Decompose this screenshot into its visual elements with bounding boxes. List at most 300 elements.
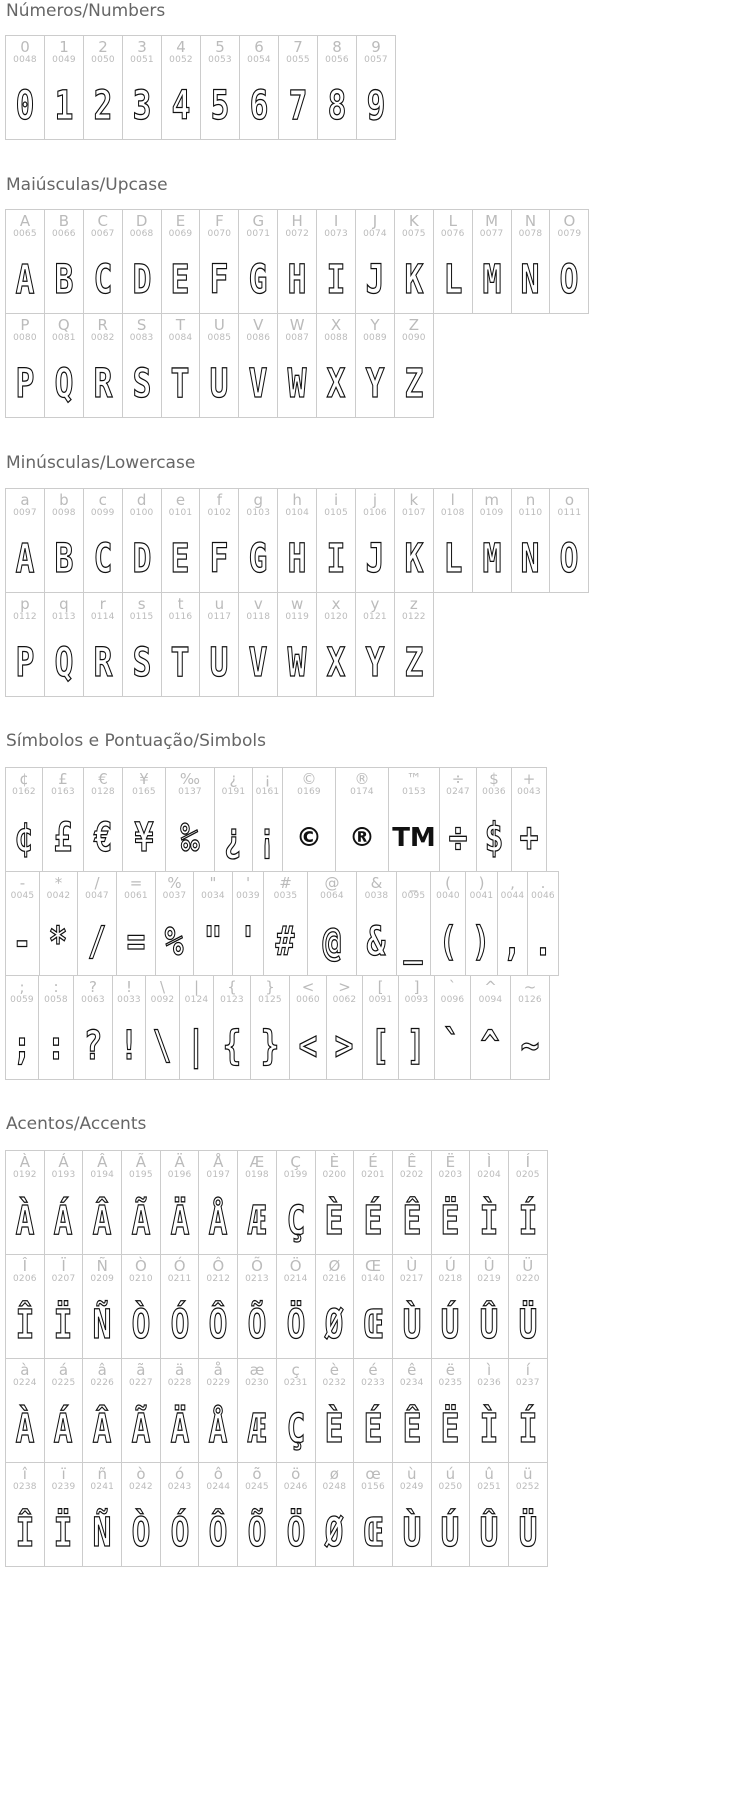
character-code: 0163 — [51, 787, 75, 797]
glyph-cell — [122, 592, 162, 697]
glyph-sample: S — [132, 640, 152, 686]
glyph-preview — [509, 1199, 547, 1243]
glyph-sample: > — [335, 1023, 354, 1069]
glyph-sample: E — [171, 536, 190, 582]
character-label: 7 — [293, 38, 303, 56]
character-code: 0080 — [13, 333, 37, 343]
character-code: 0053 — [208, 55, 232, 65]
character-code: 0114 — [90, 612, 115, 622]
glyph-sample: Á — [54, 1406, 73, 1452]
glyph-cell — [83, 209, 123, 314]
glyph-preview — [6, 1407, 44, 1451]
glyph-sample: [ — [371, 1023, 390, 1069]
character-label: Å — [213, 1153, 224, 1171]
character-code: 0113 — [51, 612, 76, 622]
character-code: 0034 — [201, 891, 225, 901]
glyph-cell — [122, 488, 162, 593]
glyph-cell — [549, 488, 589, 593]
glyph-sample: : — [46, 1023, 66, 1069]
glyph-sample: | — [187, 1023, 206, 1069]
glyph-cell — [161, 209, 201, 314]
character-code: 0197 — [206, 1170, 231, 1180]
character-code: 0193 — [51, 1170, 76, 1180]
glyph-sample: E — [171, 257, 190, 303]
glyph-preview — [279, 84, 317, 128]
glyph-sample: ¡ — [258, 815, 277, 861]
glyph-preview — [199, 1303, 237, 1347]
character-label: n — [525, 491, 536, 509]
glyph-preview — [180, 1024, 213, 1068]
glyph-sample: & — [367, 919, 386, 965]
character-label: T — [175, 316, 186, 334]
glyph-sample: Û — [479, 1510, 499, 1556]
character-code: 0238 — [12, 1482, 37, 1492]
glyph-cell — [527, 871, 559, 976]
character-code: 0200 — [322, 1170, 347, 1180]
glyph-cell — [263, 871, 308, 976]
character-code: 0086 — [246, 333, 271, 343]
character-code: 0128 — [91, 787, 115, 797]
glyph-preview — [277, 1407, 315, 1451]
glyph-cell — [252, 767, 283, 872]
character-label: 4 — [176, 38, 186, 56]
glyph-sample: * — [49, 919, 68, 965]
glyph-preview — [40, 920, 77, 964]
glyph-sample: É — [363, 1406, 383, 1452]
character-label: G — [252, 212, 265, 230]
glyph-cell — [82, 1462, 122, 1567]
glyph-sample: Ü — [518, 1510, 538, 1556]
glyph-sample: / — [87, 919, 107, 965]
character-label: v — [253, 595, 263, 613]
glyph-preview — [277, 1511, 315, 1555]
glyph-sample: ] — [407, 1023, 426, 1069]
character-code: 0039 — [236, 891, 260, 901]
character-code: 0153 — [402, 787, 426, 797]
character-code: 0107 — [401, 508, 426, 518]
glyph-sample: L — [443, 257, 463, 303]
glyph-cell — [398, 975, 435, 1080]
glyph-sample: Œ — [363, 1302, 383, 1348]
glyph-preview — [278, 362, 316, 406]
glyph-preview — [200, 537, 238, 581]
glyph-sample: 3 — [132, 83, 152, 129]
glyph-preview — [363, 1024, 398, 1068]
glyph-cell — [250, 975, 290, 1080]
glyph-preview — [356, 537, 394, 581]
glyph-preview — [509, 1407, 547, 1451]
glyph-sample: Á — [54, 1198, 73, 1244]
glyph-cell — [199, 488, 239, 593]
character-label: Â — [97, 1153, 108, 1171]
character-code: 0098 — [51, 508, 76, 518]
glyph-sample: ; — [12, 1023, 32, 1069]
glyph-sample: Ï — [54, 1510, 73, 1556]
glyph-sample: - — [13, 919, 32, 965]
character-label: ! — [125, 978, 132, 996]
glyph-preview — [78, 920, 116, 964]
glyph-sample: U — [209, 640, 229, 686]
glyph-preview — [470, 1303, 508, 1347]
glyph-cell — [511, 488, 551, 593]
glyph-cell — [431, 1254, 471, 1359]
glyph-cell — [73, 975, 113, 1080]
character-label: Ï — [61, 1257, 66, 1275]
glyph-sample: + — [519, 815, 539, 861]
glyph-sample: Ä — [170, 1198, 189, 1244]
character-label: ` — [448, 978, 457, 996]
glyph-cell — [289, 975, 327, 1080]
character-label: Î — [22, 1257, 28, 1275]
glyph-sample: 5 — [210, 83, 230, 129]
character-label: 0 — [20, 38, 30, 56]
character-label: } — [265, 978, 275, 996]
character-code: 0064 — [320, 891, 344, 901]
glyph-cell — [5, 1462, 45, 1567]
glyph-preview — [473, 258, 511, 302]
glyph-sample: € — [93, 815, 113, 861]
character-code: 0228 — [167, 1378, 192, 1388]
character-label: H — [291, 212, 303, 230]
glyph-cell — [430, 871, 466, 976]
glyph-sample: \ — [153, 1023, 172, 1069]
character-label: ™ — [406, 770, 422, 788]
glyph-cell — [198, 1150, 238, 1255]
character-code: 0196 — [167, 1170, 192, 1180]
glyph-cell — [165, 767, 215, 872]
glyph-cell — [316, 209, 356, 314]
glyph-preview — [45, 537, 83, 581]
glyph-cell — [511, 209, 551, 314]
glyph-cell — [511, 767, 547, 872]
glyph-preview — [432, 1511, 470, 1555]
character-code: 0169 — [297, 787, 321, 797]
glyph-preview — [393, 1303, 431, 1347]
character-code: 0077 — [479, 229, 504, 239]
glyph-sample: K — [404, 257, 424, 303]
character-label: c — [98, 491, 107, 509]
character-label: y — [370, 595, 380, 613]
glyph-preview — [239, 537, 277, 581]
glyph-preview — [199, 1199, 237, 1243]
character-label: [ — [377, 978, 384, 996]
glyph-cell — [5, 35, 45, 140]
glyph-sample: Ü — [518, 1302, 538, 1348]
character-label: Í — [525, 1153, 530, 1171]
character-code: 0066 — [51, 229, 76, 239]
section-title: Maiúsculas/Upcase — [6, 175, 168, 195]
character-code: 0199 — [283, 1170, 308, 1180]
glyph-sample: Ö — [286, 1510, 306, 1556]
character-code: 0062 — [332, 995, 357, 1005]
glyph-preview — [45, 1511, 83, 1555]
character-label: i — [333, 491, 339, 509]
glyph-sample: Ï — [54, 1302, 73, 1348]
glyph-sample: F — [209, 257, 229, 303]
glyph-preview — [74, 1024, 112, 1068]
character-code: 0042 — [46, 891, 71, 901]
glyph-cell — [316, 313, 356, 418]
glyph-cell — [112, 975, 146, 1080]
glyph-preview — [283, 816, 335, 860]
glyph-sample: 1 — [54, 83, 74, 129]
glyph-preview — [512, 258, 550, 302]
glyph-sample: H — [287, 536, 307, 582]
glyph-sample: Z — [404, 640, 424, 686]
glyph-cell — [315, 1358, 355, 1463]
character-code: 0162 — [12, 787, 36, 797]
glyph-row — [5, 36, 396, 140]
glyph-preview — [393, 1511, 431, 1555]
glyph-sample: Õ — [247, 1302, 267, 1348]
glyph-preview — [399, 1024, 434, 1068]
character-code: 0213 — [245, 1274, 269, 1284]
character-label: ç — [291, 1361, 300, 1379]
character-code: 0211 — [167, 1274, 192, 1284]
character-label: 5 — [215, 38, 225, 56]
glyph-cell — [396, 871, 431, 976]
glyph-cell — [161, 313, 201, 418]
glyph-sample: ( — [438, 919, 458, 965]
glyph-cell — [237, 1462, 277, 1567]
glyph-cell — [116, 871, 156, 976]
character-label: Ê — [406, 1153, 417, 1171]
character-label: L — [448, 212, 457, 230]
glyph-preview — [238, 1199, 276, 1243]
character-code: 0230 — [245, 1378, 269, 1388]
character-code: 0044 — [500, 891, 525, 901]
glyph-cell — [160, 1358, 200, 1463]
glyph-preview — [317, 258, 355, 302]
character-label: s — [137, 595, 146, 613]
glyph-cell — [232, 871, 264, 976]
character-code: 0212 — [206, 1274, 231, 1284]
glyph-preview — [194, 920, 232, 964]
glyph-preview — [39, 1024, 73, 1068]
character-code: 0089 — [363, 333, 387, 343]
glyph-cell — [155, 871, 194, 976]
character-label: Ä — [174, 1153, 185, 1171]
glyph-sample: @ — [322, 919, 342, 965]
character-label: e — [175, 491, 186, 509]
character-label: 6 — [254, 38, 264, 56]
glyph-preview — [123, 258, 161, 302]
section-title: Minúsculas/Lowercase — [6, 453, 196, 473]
glyph-preview — [122, 1199, 160, 1243]
character-code: 0242 — [129, 1482, 153, 1492]
character-code: 0245 — [245, 1482, 269, 1492]
glyph-sample: Å — [208, 1198, 228, 1244]
glyph-cell — [160, 1462, 200, 1567]
glyph-preview — [161, 1303, 199, 1347]
glyph-sample: } — [260, 1023, 280, 1069]
character-label: @ — [324, 874, 340, 892]
character-code: 0123 — [220, 995, 244, 1005]
character-code: 0045 — [10, 891, 35, 901]
glyph-sample: W — [287, 640, 307, 686]
glyph-cell — [307, 871, 357, 976]
glyph-preview — [166, 816, 214, 860]
glyph-sample: 8 — [327, 83, 347, 129]
character-code: 0140 — [361, 1274, 385, 1284]
glyph-cell — [469, 1150, 509, 1255]
glyph-preview — [162, 258, 200, 302]
character-label: à — [20, 1361, 30, 1379]
character-code: 0249 — [399, 1482, 424, 1492]
glyph-cell — [160, 1254, 200, 1359]
character-code: 0088 — [324, 333, 348, 343]
glyph-sample: T — [171, 640, 190, 686]
glyph-sample: TM — [392, 823, 436, 853]
glyph-cell — [200, 35, 240, 140]
glyph-cell — [277, 592, 317, 697]
character-label: P — [20, 316, 30, 334]
character-code: 0075 — [401, 229, 426, 239]
glyph-cell — [549, 209, 589, 314]
character-code: 0059 — [10, 995, 34, 1005]
character-code: 0204 — [477, 1170, 501, 1180]
character-label: ù — [406, 1465, 417, 1483]
glyph-preview — [317, 362, 355, 406]
character-label: ú — [445, 1465, 456, 1483]
character-label: w — [291, 595, 304, 613]
glyph-preview — [162, 641, 200, 685]
character-code: 0105 — [324, 508, 348, 518]
character-label: W — [289, 316, 305, 334]
glyph-preview — [498, 920, 527, 964]
glyph-sample: ^ — [481, 1023, 500, 1069]
glyph-cell — [508, 1358, 548, 1463]
character-label: S — [136, 316, 147, 334]
glyph-preview — [316, 1511, 354, 1555]
section-title: Símbolos e Pontuação/Simbols — [6, 731, 266, 751]
glyph-preview — [238, 1511, 276, 1555]
glyph-cell — [431, 1358, 471, 1463]
glyph-cell — [5, 313, 45, 418]
glyph-preview — [432, 1303, 470, 1347]
glyph-sample: _ — [404, 919, 423, 965]
character-code: 0246 — [283, 1482, 308, 1492]
glyph-sample: 9 — [366, 83, 386, 129]
character-code: 0210 — [129, 1274, 153, 1284]
glyph-cell — [282, 767, 336, 872]
character-label: Y — [370, 316, 380, 334]
character-label: Z — [408, 316, 419, 334]
character-code: 0091 — [368, 995, 393, 1005]
glyph-cell — [193, 871, 233, 976]
glyph-sample: N — [521, 536, 540, 582]
glyph-cell — [145, 975, 180, 1080]
character-label: & — [370, 874, 383, 892]
glyph-cell — [392, 1254, 432, 1359]
glyph-preview — [550, 258, 588, 302]
glyph-preview — [316, 1407, 354, 1451]
glyph-sample: L — [443, 536, 463, 582]
glyph-cell — [38, 975, 74, 1080]
glyph-sample: H — [287, 257, 307, 303]
glyph-cell — [469, 1462, 509, 1567]
character-code: 0087 — [285, 333, 310, 343]
glyph-preview — [434, 537, 472, 581]
character-code: 0214 — [283, 1274, 308, 1284]
character-label: ÷ — [451, 770, 465, 788]
glyph-cell — [83, 592, 123, 697]
glyph-sample: À — [15, 1198, 35, 1244]
glyph-cell — [431, 1150, 471, 1255]
glyph-cell — [161, 35, 201, 140]
glyph-sample: ! — [119, 1023, 139, 1069]
glyph-cell — [5, 1254, 45, 1359]
glyph-sample: © — [296, 823, 322, 853]
glyph-sample: 4 — [171, 83, 191, 129]
glyph-sample: Q — [54, 361, 74, 407]
glyph-preview — [253, 816, 282, 860]
character-code: 0101 — [168, 508, 193, 518]
character-code: 0072 — [285, 229, 310, 239]
glyph-cell — [276, 1358, 316, 1463]
glyph-cell — [355, 592, 395, 697]
glyph-sample: Î — [15, 1302, 35, 1348]
character-label: < — [301, 978, 315, 996]
glyph-sample: Y — [365, 640, 385, 686]
glyph-cell — [392, 1462, 432, 1567]
character-code: 0092 — [150, 995, 175, 1005]
character-code: 0103 — [246, 508, 271, 518]
character-code: 0198 — [245, 1170, 269, 1180]
character-code: 0224 — [12, 1378, 37, 1388]
character-label: M — [485, 212, 499, 230]
character-code: 0237 — [515, 1378, 540, 1388]
character-code: 0082 — [90, 333, 115, 343]
glyph-sample: 0 — [15, 83, 35, 129]
character-label: Ò — [135, 1257, 147, 1275]
glyph-preview — [239, 641, 277, 685]
glyph-preview — [122, 1407, 160, 1451]
glyph-cell — [465, 871, 498, 976]
glyph-sample: À — [15, 1406, 35, 1452]
glyph-cell — [5, 871, 40, 976]
glyph-cell — [5, 209, 45, 314]
character-label: . — [540, 874, 546, 892]
character-code: 0229 — [206, 1378, 231, 1388]
character-code: 0096 — [440, 995, 465, 1005]
character-code: 0076 — [440, 229, 465, 239]
glyph-sample: S — [132, 361, 152, 407]
glyph-preview — [161, 1511, 199, 1555]
glyph-sample: F — [209, 536, 229, 582]
glyph-preview — [264, 920, 307, 964]
character-code: 0035 — [273, 891, 298, 901]
character-code: 0052 — [169, 55, 193, 65]
glyph-cell — [508, 1462, 548, 1567]
character-code: 0207 — [51, 1274, 76, 1284]
glyph-preview — [509, 1303, 547, 1347]
glyph-row — [5, 872, 559, 976]
character-code: 0117 — [207, 612, 232, 622]
glyph-preview — [215, 816, 252, 860]
character-label: Õ — [251, 1257, 263, 1275]
glyph-cell — [394, 313, 434, 418]
character-label: Ø — [328, 1257, 341, 1275]
glyph-sample: M — [482, 257, 502, 303]
glyph-cell — [237, 1254, 277, 1359]
glyph-preview — [199, 1511, 237, 1555]
glyph-preview — [336, 816, 388, 860]
glyph-preview — [201, 84, 239, 128]
glyph-sample: A — [15, 536, 35, 582]
character-label: ê — [407, 1361, 417, 1379]
character-code: 0083 — [129, 333, 154, 343]
